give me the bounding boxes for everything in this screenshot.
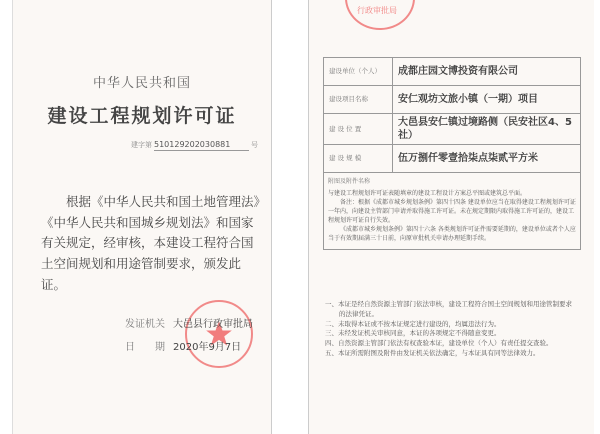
- table-row: [324, 86, 581, 114]
- date-value: 2020年9月7日: [173, 342, 242, 353]
- note-item: 五、本证所需附图及附件由发证机关依法确定，与本证具有同等法律效力。: [325, 348, 540, 357]
- seal-partial: [345, 0, 415, 30]
- project-info-table: [323, 57, 581, 173]
- permit-prefix: 建字第: [131, 141, 152, 149]
- row-label: 建设单位（个人）: [324, 58, 393, 86]
- table-row: [324, 58, 581, 86]
- row-label: 建设项目名称: [324, 86, 393, 114]
- row-value: 伍万捌仟零壹拾柒点柒贰平方米: [393, 145, 581, 173]
- permit-details-page: [308, 0, 594, 434]
- attachments-box: [323, 173, 581, 250]
- details-content: [323, 57, 581, 250]
- remark-2: 《成都市城乡规划条例》第四十六条 各类规划许可证件需要延期的，建设单位或者个人应当于有效期届满三十日前，向原审批机关申请办理延期手续。: [328, 226, 576, 242]
- row-label: 建 设 规 模: [324, 145, 393, 173]
- row-value: 安仁观坊文旅小镇（一期）项目: [393, 86, 581, 114]
- note-item: 四、自然资源主管部门依法有权查验本证，建设单位（个人）有责任提交查验。: [325, 339, 553, 347]
- table-row: [324, 145, 581, 173]
- note-item: 三、未经发证机关审核同意，本证的各项规定不得随意变更。: [325, 329, 501, 338]
- table-row: [324, 114, 581, 145]
- issuer-label: 发证机关: [125, 319, 165, 330]
- row-value: 成都庄园文博投资有限公司: [393, 58, 581, 86]
- permit-number: 510129202030881: [154, 139, 249, 151]
- permit-cover-page: [12, 0, 272, 434]
- date-line: [125, 341, 241, 354]
- permit-title: 建设工程规划许可证: [47, 105, 237, 127]
- seal-text: 行政审批局: [357, 6, 397, 15]
- date-label: 日 期: [125, 342, 165, 353]
- issuer-line: [125, 318, 253, 331]
- attachments-line: 与建设工程规划许可证表随填章的建设工程设计方案总平图或建筑总平面。: [328, 190, 527, 197]
- remark-1: 备注：根据《成都市城乡规划条例》第四十四条 建设单位应当在取得建设工程规划许可证一年内，向建设主管部门申请并取得施工许可证。未在规定期限内取得施工许可证的，建设工程规划许可证自行失效。: [328, 199, 576, 224]
- note-item: 一、本证是经自然资源主管部门依法审核，建设工程符合国土空间规划和用途管制要求的法律凭证。: [325, 300, 572, 318]
- row-value: 大邑县安仁镇过境路侧（民安社区4、5社）: [393, 114, 581, 145]
- notes-list: [325, 300, 575, 359]
- permit-suffix: 号: [251, 141, 258, 149]
- note-item: 二、未取得本证或不按本证规定进行建设的，均属违法行为。: [325, 319, 501, 328]
- issuer-value: 大邑县行政审批局: [173, 319, 253, 330]
- country-heading: 中华人民共和国: [92, 76, 191, 91]
- row-label: 建 设 位 置: [324, 114, 393, 145]
- official-seal: [185, 300, 253, 368]
- permit-body-text: 根据《中华人民共和国土地管理法》《中华人民共和国城乡规划法》和国家有关规定，经审核，本建设工程符合国土空间规划和用途管制要求，颁发此证。: [41, 194, 260, 292]
- attachments-title: 附图及附件名称: [328, 178, 371, 185]
- permit-number-line: [131, 139, 258, 151]
